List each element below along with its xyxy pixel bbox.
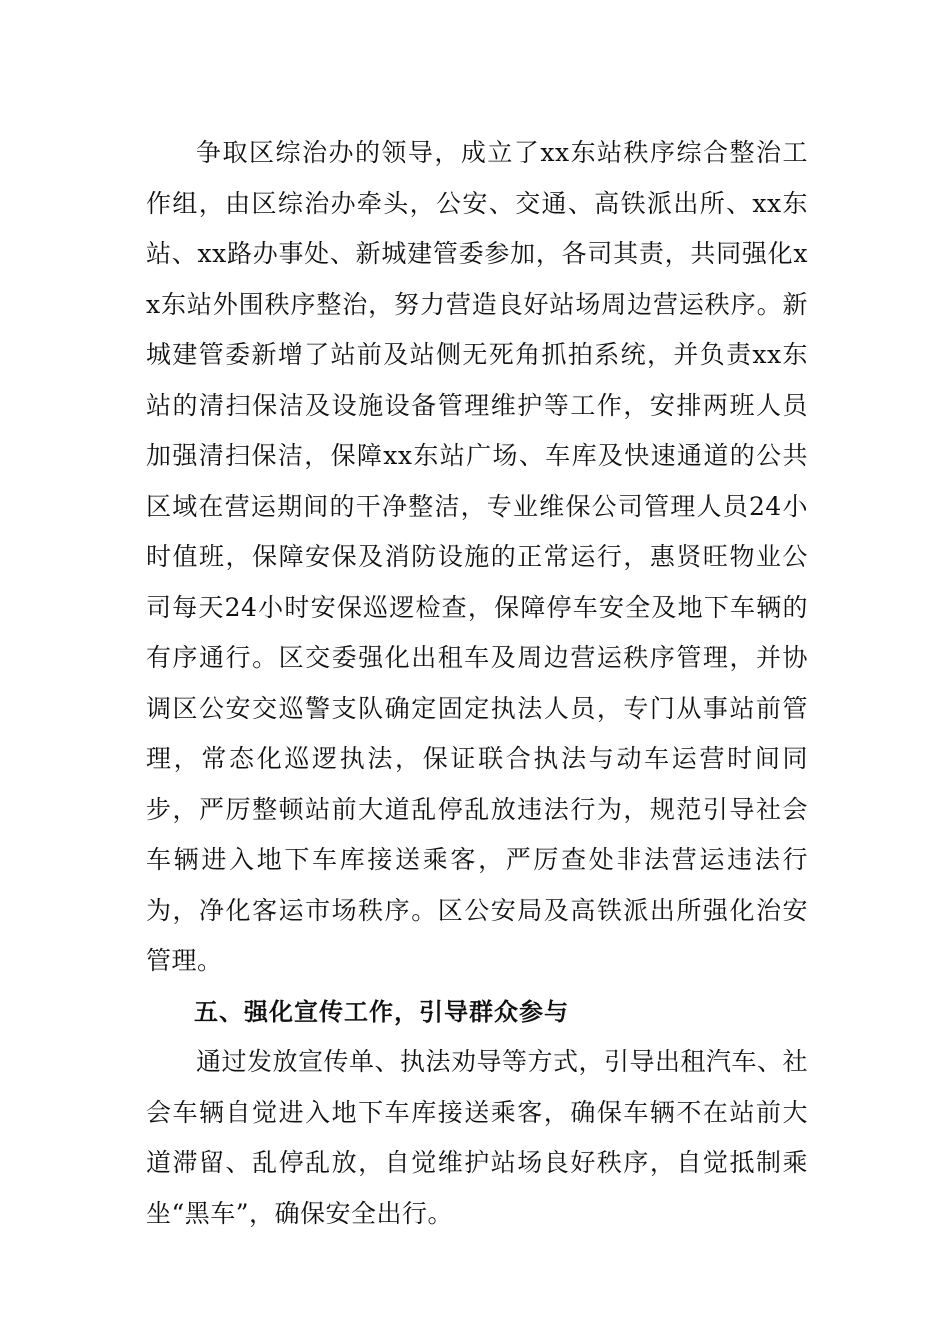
section-paragraph: 通过发放宣传单、执法劝导等方式，引导出租汽车、社会车辆自觉进入地下车库接送乘客，确保车辆不在站前大道滞留、乱停乱放，自觉维护站场良好秩序，自觉抵制乘坐“黑车”，确保安全出行。 — [146, 1047, 809, 1228]
section-heading: 五、强化宣传工作，引导群众参与 — [194, 997, 569, 1026]
document-body — [146, 128, 808, 1239]
body-paragraph: 争取区综治办的领导，成立了xx东站秩序综合整治工作组，由区综治办牵头，公安、交通、高铁派出所、xx东站、xx路办事处、新城建管委参加，各司其责，共同强化xx东站外围秩序整治，努力营造良好站场周边营运秩序。新城建管委新增了站前及站侧无死角抓拍系统，并负责xx东站的清扫保洁及设施设备管理维护等工作，安排两班人员加强清扫保洁，保障xx东站广场、车库及快速通道的公共区域在营运期间的干净整洁，专业维保公司管理人员24小时值班，保障安保及消防设施的正常运行，惠贤旺物业公司每天24小时安保巡逻检查，保障停车安全及地下车辆的有序通行。区交委强化出租车及周边营运秩序管理，并协调区公安交巡警支队确定固定执法人员，专门从事站前管理，常态化巡逻执法，保证联合执法与动车运营时间同步，严厉整顿站前大道乱停乱放违法行为，规范引导社会车辆进入地下车库接送乘客，严厉查处非法营运违法行为，净化客运市场秩序。区公安局及高铁派出所强化治安管理。 — [146, 138, 808, 975]
